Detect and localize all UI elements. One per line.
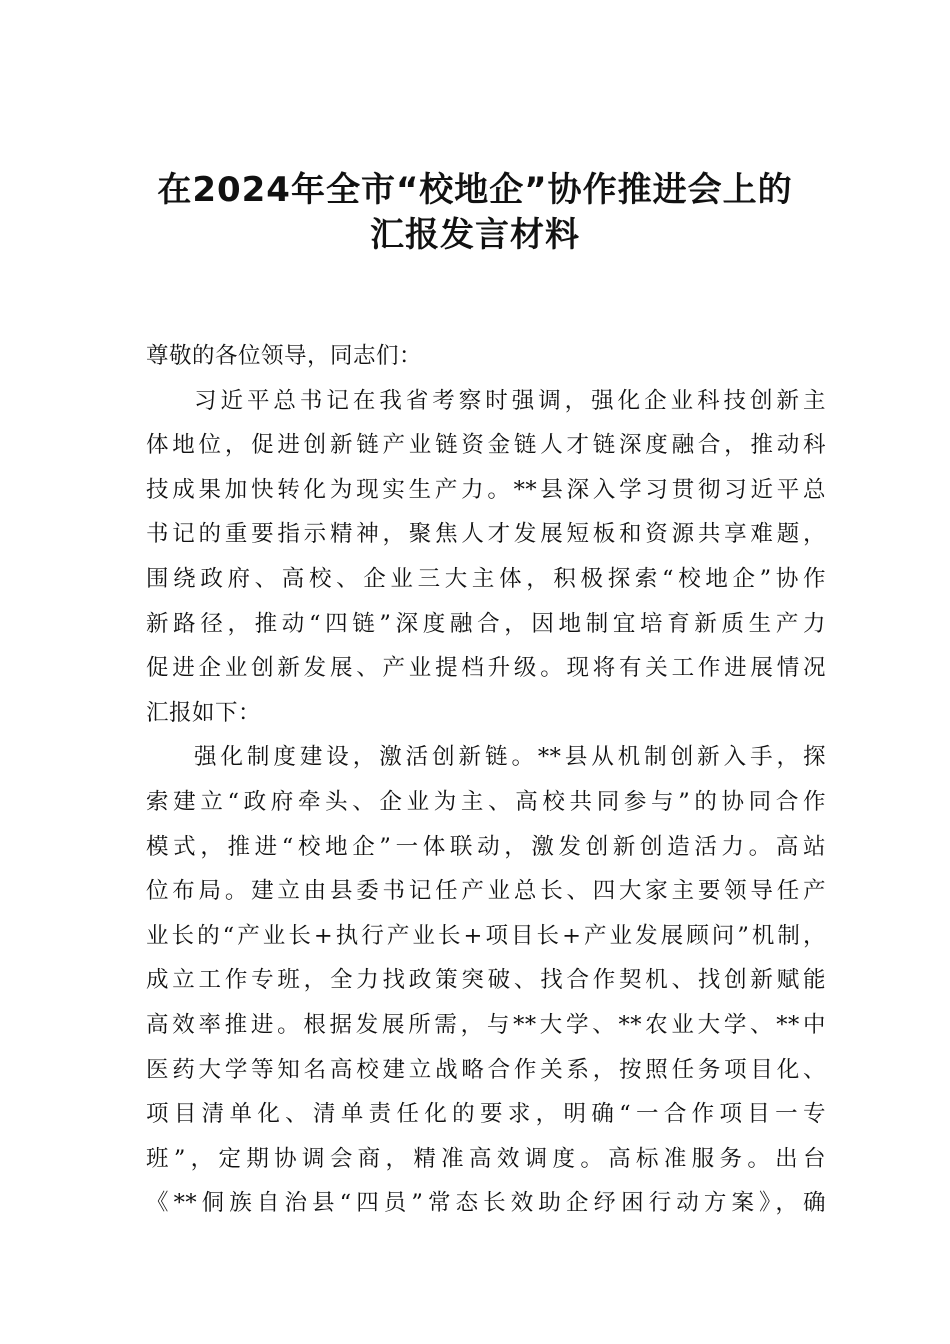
paragraph-line: 成立工作专班，全力找政策突破、找合作契机、找创新赋能 bbox=[146, 967, 826, 994]
paragraph-line: 业长的“产业长+执行产业长+项目长+产业发展顾问”机制， bbox=[146, 922, 826, 949]
salutation: 尊敬的各位领导，同志们： bbox=[146, 343, 423, 369]
paragraph-line: 强化制度建设，激活创新链。**县从机制创新入手，探 bbox=[194, 744, 826, 771]
paragraph-line: 技成果加快转化为现实生产力。**县深入学习贯彻习近平总 bbox=[146, 476, 826, 503]
paragraph-line: 书记的重要指示精神，聚焦人才发展短板和资源共享难题， bbox=[146, 521, 826, 548]
paragraph-line: 索建立“政府牵头、企业为主、高校共同参与”的协同合作 bbox=[146, 788, 826, 815]
paragraph-line: 项目清单化、清单责任化的要求，明确“一合作项目一专 bbox=[146, 1101, 826, 1128]
paragraph-line: 高效率推进。根据发展所需，与**大学、**农业大学、**中 bbox=[146, 1011, 826, 1038]
paragraph-2 bbox=[146, 735, 826, 1226]
document-body bbox=[146, 334, 826, 1226]
paragraph-line: 促进企业创新发展、产业提档升级。现将有关工作进展情况 bbox=[146, 655, 826, 682]
document-title-line-2: 汇报发言材料 bbox=[370, 215, 580, 255]
paragraph-line: 体地位，促进创新链产业链资金链人才链深度融合，推动科 bbox=[146, 432, 826, 459]
document-title-line-1: 在2024年全市“校地企”协作推进会上的 bbox=[157, 170, 793, 210]
paragraph-1 bbox=[146, 379, 826, 736]
paragraph-line: 位布局。建立由县委书记任产业总长、四大家主要领导任产 bbox=[146, 878, 826, 905]
paragraph-line: 《**侗族自治县“四员”常态长效助企纾困行动方案》，确 bbox=[146, 1190, 826, 1217]
paragraph-line: 班”，定期协调会商，精准高效调度。高标准服务。出台 bbox=[146, 1145, 826, 1172]
paragraph-line: 围绕政府、高校、企业三大主体，积极探索“校地企”协作 bbox=[146, 565, 826, 592]
paragraph-line: 习近平总书记在我省考察时强调，强化企业科技创新主 bbox=[194, 387, 826, 414]
paragraph-line: 汇报如下： bbox=[146, 699, 262, 726]
paragraph-line: 医药大学等知名高校建立战略合作关系，按照任务项目化、 bbox=[146, 1056, 826, 1083]
paragraph-line: 模式，推进“校地企”一体联动，激发创新创造活力。高站 bbox=[146, 833, 826, 860]
paragraph-line: 新路径，推动“四链”深度融合，因地制宜培育新质生产力 bbox=[146, 610, 826, 637]
